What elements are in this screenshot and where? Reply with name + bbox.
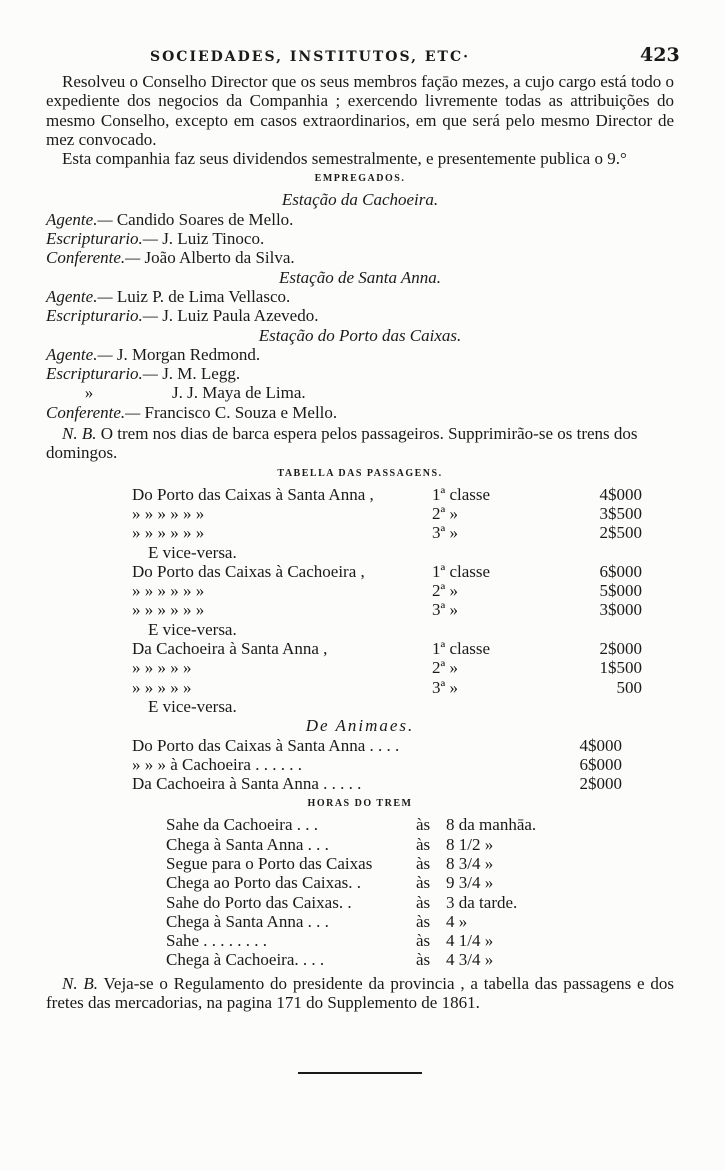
table-row: » » » » » 2ª » 1$500 xyxy=(132,658,642,678)
table-row: Chega à Cachoeira. . . . às 4 3/4 » xyxy=(166,950,494,970)
note-trains: N. B. O trem nos dias de barca espera pelos passageiros. Supprimirão-se os trens dos domingos. xyxy=(46,424,638,463)
staff-row: » J. J. Maya de Lima. xyxy=(84,383,306,403)
intro-paragraph: Resolveu o Conselho Director que os seus membros façāo mezes, a cujo cargo está todo o expediente dos negocios da Companhia ; exercendo livremente todas as attribuições do mesmo Conselho, excepto em casos extraordinarios, em que será pelo mesmo Director de mez convocado. xyxy=(46,72,674,149)
table-row: Chega à Santa Anna . . . às 4 » xyxy=(166,911,468,931)
table-row: Do Porto das Caixas à Santa Anna , 1ª classe 4$000 xyxy=(132,484,642,504)
table-row: Da Cachoeira à Santa Anna . . . . . 2$000 xyxy=(132,774,622,794)
staff-row: Escripturario.— J. Luiz Tinoco. xyxy=(46,229,265,249)
staff-row: Escripturario.— J. M. Legg. xyxy=(46,364,241,384)
staff-row: Agente.— J. Morgan Redmond. xyxy=(46,344,261,364)
note-regulation: N. B. Veja-se o Regulamento do presidente da provincia , a tabella das passagens e dos fretes das mercadorias, na pagina 171 do Supplemento de 1861. xyxy=(46,973,674,1013)
table-row: » » » » » » 3ª » 3$000 xyxy=(132,600,642,620)
table-row: Do Porto das Caixas à Santa Anna . . . . 4$000 xyxy=(132,735,622,755)
staff-row: Conferente.— Francisco C. Souza e Mello. xyxy=(46,402,338,422)
fares-table xyxy=(132,485,642,717)
table-row: Sahe da Cachoeira . . . às 8 da manhāa. xyxy=(166,815,537,835)
closing-rule xyxy=(298,1072,422,1074)
page-number: 423 xyxy=(640,44,680,66)
table-row: Segue para o Porto das Caixas às 8 3/4 » xyxy=(166,853,494,873)
table-row: Sahe . . . . . . . . às 4 1/4 » xyxy=(166,931,494,951)
table-row: Chega ao Porto das Caixas. . às 9 3/4 » xyxy=(166,873,494,893)
station-heading: Estação de Santa Anna. xyxy=(278,267,442,287)
timetable-table xyxy=(166,815,606,969)
table-row: Da Cachoeira à Santa Anna , 1ª classe 2$000 xyxy=(132,639,642,659)
staff-row: Conferente.— João Alberto da Silva. xyxy=(46,248,295,268)
table-row: » » » » » » 2ª » 3$500 xyxy=(132,503,642,523)
staff-row: Agente.— Luiz P. de Lima Vellasco. xyxy=(46,286,291,306)
vice-versa-row: E vice-versa. xyxy=(148,542,237,562)
employees-heading: EMPREGADOS. xyxy=(314,173,406,185)
fares-heading: TABELLA DAS PASSAGENS. xyxy=(277,467,443,479)
table-row: » » » à Cachoeira . . . . . . 6$000 xyxy=(132,754,622,774)
animals-table xyxy=(132,736,622,794)
vice-versa-row: E vice-versa. xyxy=(148,619,237,639)
station-heading: Estação do Porto das Caixas. xyxy=(258,325,462,345)
running-head: SOCIEDADES, INSTITUTOS, ETC· xyxy=(150,49,470,65)
table-row: » » » » » » 2ª » 5$000 xyxy=(132,581,642,601)
station-heading: Estação da Cachoeira. xyxy=(281,190,439,210)
dividend-paragraph: Esta companhia faz seus dividendos semestralmente, e presentemente publica o 9.° xyxy=(62,149,627,169)
staff-row: Agente.— Candido Soares de Mello. xyxy=(46,209,294,229)
table-row: Chega à Santa Anna . . . às 8 1/2 » xyxy=(166,834,494,854)
table-row: Sahe do Porto das Caixas. . às 3 da tarde. xyxy=(166,892,518,912)
vice-versa-row: E vice-versa. xyxy=(148,696,237,716)
timetable-heading: HORAS DO TREM xyxy=(307,798,413,810)
table-row: Do Porto das Caixas à Cachoeira , 1ª classe 6$000 xyxy=(132,561,642,581)
table-row: » » » » » » 3ª » 2$500 xyxy=(132,523,642,543)
page-body xyxy=(46,72,674,1012)
animals-heading: De Animaes. xyxy=(305,716,415,736)
table-row: » » » » » 3ª » 500 xyxy=(132,677,642,697)
page-header xyxy=(0,46,725,70)
staff-row: Escripturario.— J. Luiz Paula Azevedo. xyxy=(46,306,319,326)
